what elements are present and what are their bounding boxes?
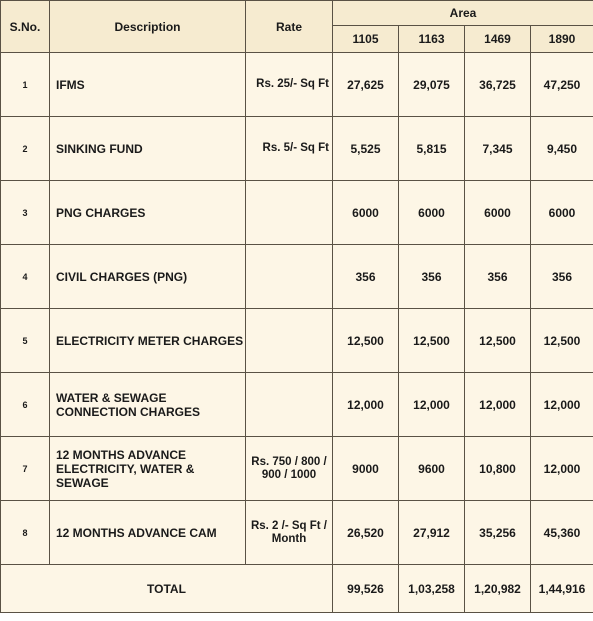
total-value: 1,20,982 [465,565,531,613]
row-value: 6000 [399,181,465,245]
total-value: 1,44,916 [531,565,593,613]
row-description: IFMS [50,53,246,117]
row-sno: 3 [1,181,50,245]
row-rate: Rs. 750 / 800 / 900 / 1000 [246,437,333,501]
row-sno: 2 [1,117,50,181]
row-description: CIVIL CHARGES (PNG) [50,245,246,309]
row-rate [246,181,333,245]
table-row [1,437,593,501]
row-rate [246,309,333,373]
table-row [1,53,593,117]
header-area: Area [333,1,593,26]
row-description: ELECTRICITY METER CHARGES [50,309,246,373]
row-value: 12,000 [465,373,531,437]
row-value: 10,800 [465,437,531,501]
row-value: 356 [531,245,593,309]
row-value: 5,815 [399,117,465,181]
row-value: 12,500 [333,309,399,373]
header-rate: Rate [246,1,333,53]
header-area-size: 1469 [465,26,531,53]
header-area-size: 1890 [531,26,593,53]
header-area-size: 1163 [399,26,465,53]
row-value: 6000 [333,181,399,245]
row-sno: 6 [1,373,50,437]
row-value: 12,000 [333,373,399,437]
row-value: 356 [399,245,465,309]
row-description: 12 MONTHS ADVANCE CAM [50,501,246,565]
row-value: 9,450 [531,117,593,181]
row-rate: Rs. 25/- Sq Ft [246,53,333,117]
row-rate [246,245,333,309]
row-sno: 8 [1,501,50,565]
row-value: 29,075 [399,53,465,117]
row-value: 27,625 [333,53,399,117]
row-value: 7,345 [465,117,531,181]
table-row [1,309,593,373]
row-value: 12,000 [531,437,593,501]
row-rate: Rs. 5/- Sq Ft [246,117,333,181]
row-description: 12 MONTHS ADVANCE ELECTRICITY, WATER & SEWAGE [50,437,246,501]
table-row [1,245,593,309]
row-sno: 4 [1,245,50,309]
total-value: 1,03,258 [399,565,465,613]
row-rate [246,373,333,437]
row-sno: 5 [1,309,50,373]
row-value: 9000 [333,437,399,501]
row-description: PNG CHARGES [50,181,246,245]
total-row [1,565,593,613]
row-value: 12,500 [531,309,593,373]
row-value: 47,250 [531,53,593,117]
row-description: SINKING FUND [50,117,246,181]
row-value: 35,256 [465,501,531,565]
row-value: 12,000 [531,373,593,437]
row-value: 36,725 [465,53,531,117]
row-sno: 1 [1,53,50,117]
table-row [1,373,593,437]
row-value: 6000 [531,181,593,245]
row-value: 6000 [465,181,531,245]
header-sno: S.No. [1,1,50,53]
table-row [1,181,593,245]
row-value: 5,525 [333,117,399,181]
row-value: 356 [465,245,531,309]
row-description: WATER & SEWAGE CONNECTION CHARGES [50,373,246,437]
header-description: Description [50,1,246,53]
total-value: 99,526 [333,565,399,613]
row-value: 45,360 [531,501,593,565]
row-value: 27,912 [399,501,465,565]
total-label: TOTAL [1,565,333,613]
header-area-size: 1105 [333,26,399,53]
row-value: 9600 [399,437,465,501]
row-rate: Rs. 2 /- Sq Ft / Month [246,501,333,565]
row-value: 356 [333,245,399,309]
row-value: 12,000 [399,373,465,437]
row-value: 12,500 [465,309,531,373]
row-value: 26,520 [333,501,399,565]
table-row [1,501,593,565]
row-sno: 7 [1,437,50,501]
table-row [1,117,593,181]
row-value: 12,500 [399,309,465,373]
